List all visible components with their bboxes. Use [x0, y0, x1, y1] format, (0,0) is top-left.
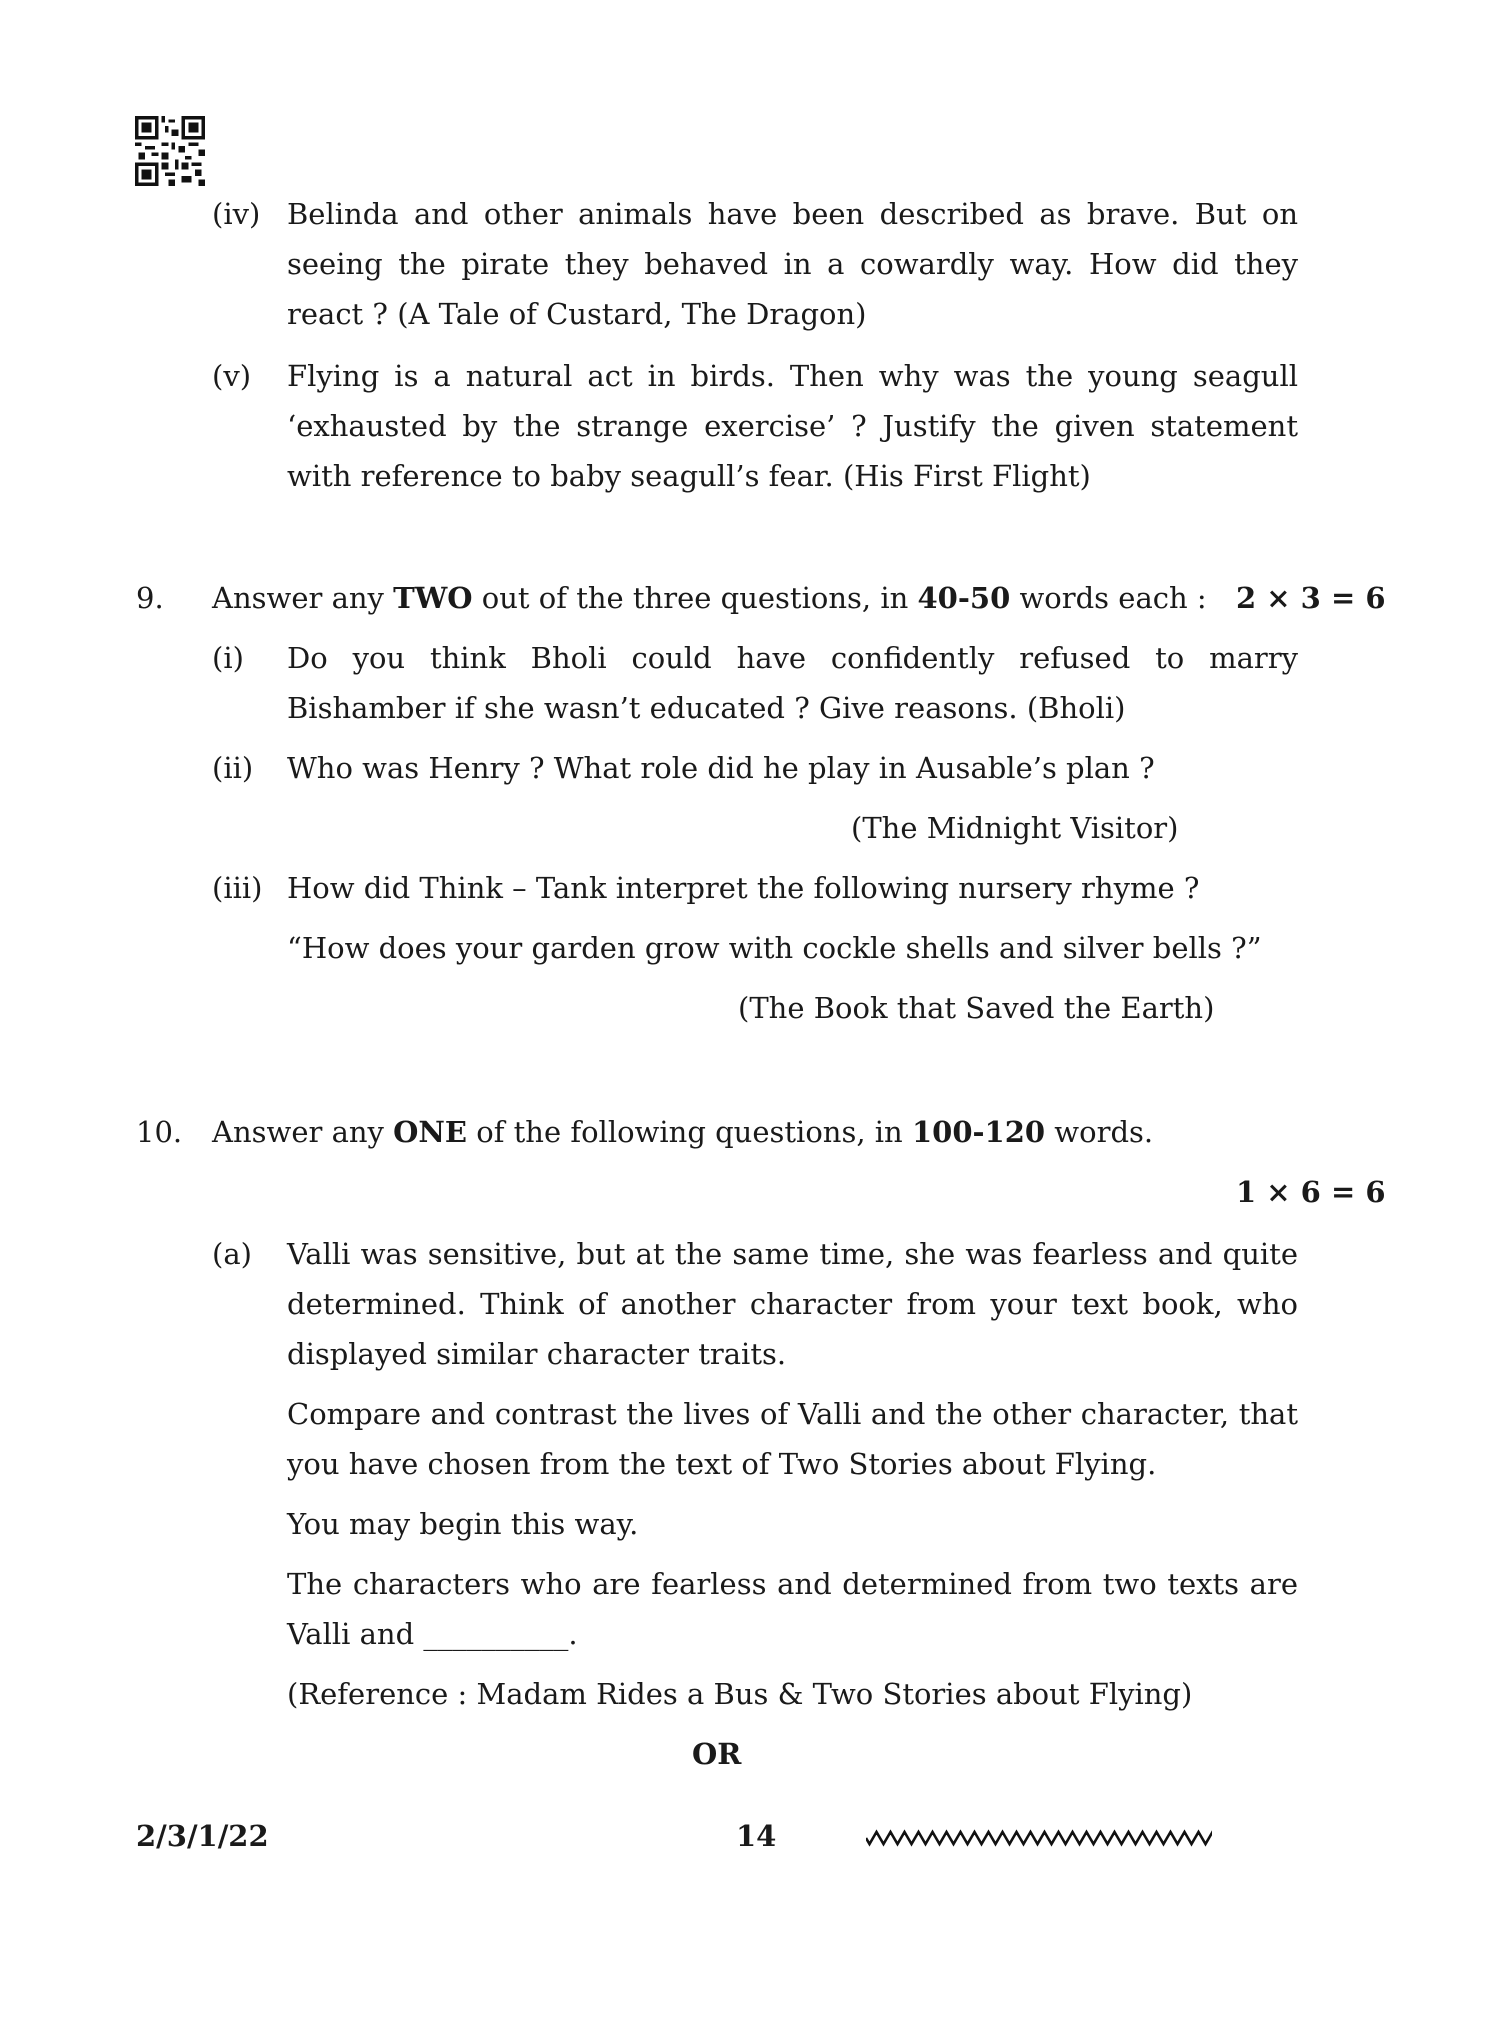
- footer-paper-code: 2/3/1/22: [136, 1819, 269, 1853]
- question-8-iv-marker: (iv): [212, 197, 261, 231]
- question-10-a-p1-line-2: determined. Think of another character from your text book, who: [287, 1287, 1298, 1321]
- question-9-instructions: Answer any TWO out of the three questions, in 40-50 words each :: [212, 581, 1207, 615]
- question-9-iii-marker: (iii): [212, 871, 263, 905]
- question-8-iv-line-1: Belinda and other animals have been described as brave. But on: [287, 197, 1298, 231]
- question-10-marks: 1 × 6 = 6: [1236, 1175, 1386, 1209]
- question-9-number: 9.: [136, 581, 164, 615]
- question-8-v-marker: (v): [212, 359, 252, 393]
- question-10-a-p4-line-1: The characters who are fearless and determined from two texts are: [287, 1567, 1298, 1601]
- question-9-i-line-2: Bishamber if she wasn’t educated ? Give reasons. (Bholi): [287, 691, 1126, 725]
- question-8-iv-line-3: react ? (A Tale of Custard, The Dragon): [287, 297, 867, 331]
- question-10-a-p1-line-1: Valli was sensitive, but at the same time, she was fearless and quite: [287, 1237, 1298, 1271]
- question-9-marks: 2 × 3 = 6: [1236, 581, 1386, 615]
- question-10-a-p2-line-2: you have chosen from the text of Two Stories about Flying.: [287, 1447, 1157, 1481]
- question-10-a-p1-line-3: displayed similar character traits.: [287, 1337, 787, 1371]
- question-10-a-marker: (a): [212, 1237, 252, 1271]
- question-9-i-line-1: Do you think Bholi could have confidently refused to marry: [287, 641, 1298, 675]
- question-9-i-marker: (i): [212, 641, 244, 675]
- qr-code-icon: [134, 116, 206, 186]
- or-separator: OR: [692, 1737, 742, 1771]
- question-9-iii-reference: (The Book that Saved the Earth): [738, 991, 1215, 1025]
- question-10-a-reference: (Reference : Madam Rides a Bus & Two Stories about Flying): [287, 1677, 1193, 1711]
- question-9-ii-marker: (ii): [212, 751, 254, 785]
- wavy-line-decoration: [866, 1828, 1212, 1848]
- question-9-iii-quote: “How does your garden grow with cockle shells and silver bells ?”: [287, 931, 1262, 965]
- question-10-a-p4-line-2: Valli and __________.: [287, 1617, 578, 1651]
- footer-page-number: 14: [736, 1819, 777, 1853]
- question-10-a-p2-line-1: Compare and contrast the lives of Valli and the other character, that: [287, 1397, 1298, 1431]
- question-8-iv-line-2: seeing the pirate they behaved in a cowardly way. How did they: [287, 247, 1298, 281]
- question-9-ii-reference: (The Midnight Visitor): [851, 811, 1179, 845]
- question-10-instructions: Answer any ONE of the following questions, in 100-120 words.: [212, 1115, 1154, 1149]
- question-9-iii-line: How did Think – Tank interpret the following nursery rhyme ?: [287, 871, 1200, 905]
- question-9-ii-line: Who was Henry ? What role did he play in Ausable’s plan ?: [287, 751, 1155, 785]
- question-8-v-line-3: with reference to baby seagull’s fear. (His First Flight): [287, 459, 1091, 493]
- question-10-number: 10.: [136, 1115, 183, 1149]
- question-8-v-line-1: Flying is a natural act in birds. Then why was the young seagull: [287, 359, 1298, 393]
- question-8-v-line-2: ‘exhausted by the strange exercise’ ? Justify the given statement: [287, 409, 1298, 443]
- question-10-a-p3: You may begin this way.: [287, 1507, 639, 1541]
